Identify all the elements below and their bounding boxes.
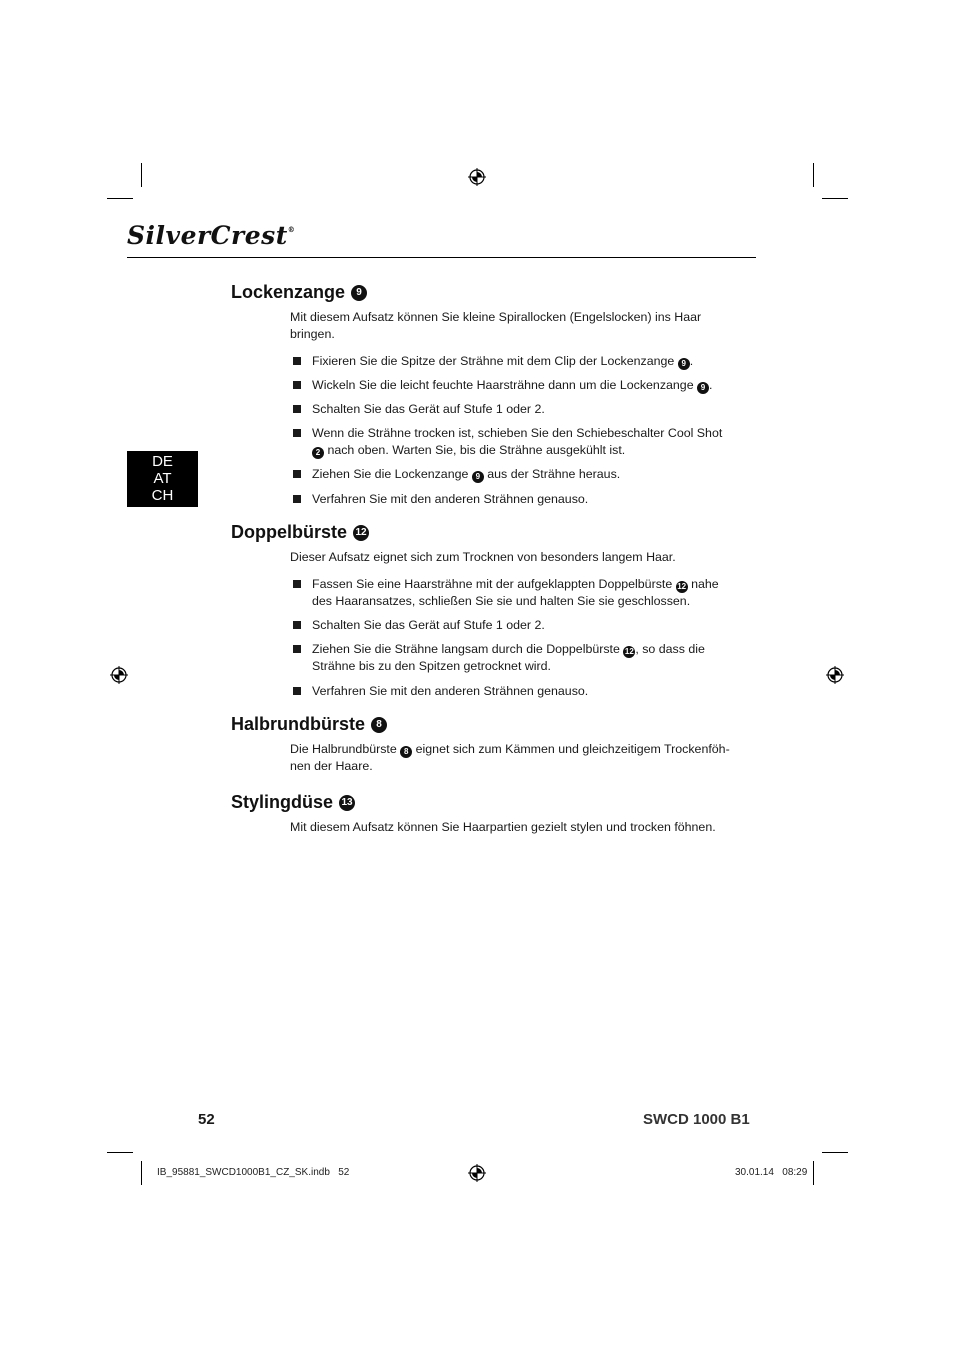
list-item: Fixieren Sie die Spitze der Strähne mit dem Clip der Lockenzange 9 . [293, 353, 733, 370]
section-title: Halbrundbürste [231, 714, 366, 734]
crop-mark [141, 1161, 142, 1185]
bullet-icon [293, 357, 301, 365]
part-number-badge: 12 [353, 525, 369, 541]
list-item: Schalten Sie das Gerät auf Stufe 1 oder 2. [293, 617, 733, 634]
crop-mark [107, 1152, 133, 1153]
bullet-icon [293, 429, 301, 437]
part-number-badge: 8 [400, 746, 412, 758]
page-number: 52 [198, 1111, 215, 1128]
bullet-icon [293, 405, 301, 413]
language-tab [127, 451, 198, 507]
section-intro: Mit diesem Aufsatz können Sie kleine Spirallocken (Engelslocken) ins Haar bringen. [290, 310, 702, 341]
section-intro: Mit diesem Aufsatz können Sie Haarpartien gezielt stylen und trocken föhnen. [290, 820, 716, 834]
list-item: Wenn die Strähne trocken ist, schieben Sie den Schiebeschalter Cool Shot 2 nach oben. Warten Sie, bis die Strähne ausgekühlt ist. [293, 425, 733, 459]
language-code: AT [153, 470, 172, 487]
bullet-icon [293, 495, 301, 503]
crop-mark [141, 163, 142, 187]
bullet-icon [293, 621, 301, 629]
section-title: Lockenzange [231, 282, 346, 302]
list-item: Verfahren Sie mit den anderen Strähnen genauso. [293, 683, 733, 700]
bullet-icon [293, 470, 301, 478]
list-item: Fassen Sie eine Haarsträhne mit der aufgeklappten Doppelbürste 12 nahe des Haaransatzes, schließen Sie sie und halten Sie sie geschlossen. [293, 576, 733, 610]
list-item: Verfahren Sie mit den anderen Strähnen genauso. [293, 491, 733, 508]
part-number-badge: 9 [472, 471, 484, 483]
part-number-badge: 9 [697, 382, 709, 394]
registration-mark-icon [110, 666, 128, 684]
section-intro: Die Halbrundbürste 8 eignet sich zum Kämmen und gleichzeitigem Trockenföh-nen der Haare. [290, 742, 730, 773]
list-item: Wickeln Sie die leicht feuchte Haarsträhne dann um die Lockenzange 9 . [293, 377, 733, 394]
print-slug-file: IB_95881_SWCD1000B1_CZ_SK.indb 52 [157, 1167, 350, 1178]
part-number-badge: 13 [339, 795, 355, 811]
section-heading [231, 522, 369, 543]
bullet-icon [293, 580, 301, 588]
brand-logo [127, 221, 295, 250]
crop-mark [822, 198, 848, 199]
bullet-icon [293, 381, 301, 389]
registration-mark-icon [826, 666, 844, 684]
part-number-badge: 9 [351, 285, 367, 301]
part-number-badge: 9 [678, 358, 690, 370]
section-title: Stylingdüse [231, 792, 334, 812]
part-number-badge: 2 [312, 447, 324, 459]
crop-mark [813, 163, 814, 187]
language-code: DE [152, 453, 173, 470]
section-heading [231, 792, 355, 813]
language-code: CH [151, 487, 174, 504]
brand-logo-text: SilverCrest [127, 221, 288, 250]
print-slug-date: 30.01.14 08:29 [735, 1167, 808, 1178]
registered-mark: ® [287, 225, 296, 234]
list-item: Ziehen Sie die Lockenzange 9 aus der Strähne heraus. [293, 466, 733, 483]
section-intro: Dieser Aufsatz eignet sich zum Trocknen von besonders langem Haar. [290, 550, 676, 564]
part-number-badge: 8 [371, 717, 387, 733]
registration-mark-icon [468, 168, 486, 186]
bullet-icon [293, 645, 301, 653]
section-heading [231, 714, 387, 735]
crop-mark [822, 1152, 848, 1153]
section-heading [231, 282, 367, 303]
list-item: Ziehen Sie die Strähne langsam durch die Doppelbürste 12 , so dass die Strähne bis zu den Spitzen getrocknet wird. [293, 641, 733, 675]
crop-mark [107, 198, 133, 199]
model-number: SWCD 1000 B1 [643, 1111, 750, 1128]
header-rule [127, 257, 756, 258]
section-title: Doppelbürste [231, 522, 348, 542]
part-number-badge: 12 [677, 582, 687, 591]
part-number-badge: 12 [624, 647, 634, 656]
crop-mark [813, 1161, 814, 1185]
registration-mark-icon [468, 1164, 486, 1182]
list-item: Schalten Sie das Gerät auf Stufe 1 oder 2. [293, 401, 733, 418]
bullet-icon [293, 687, 301, 695]
